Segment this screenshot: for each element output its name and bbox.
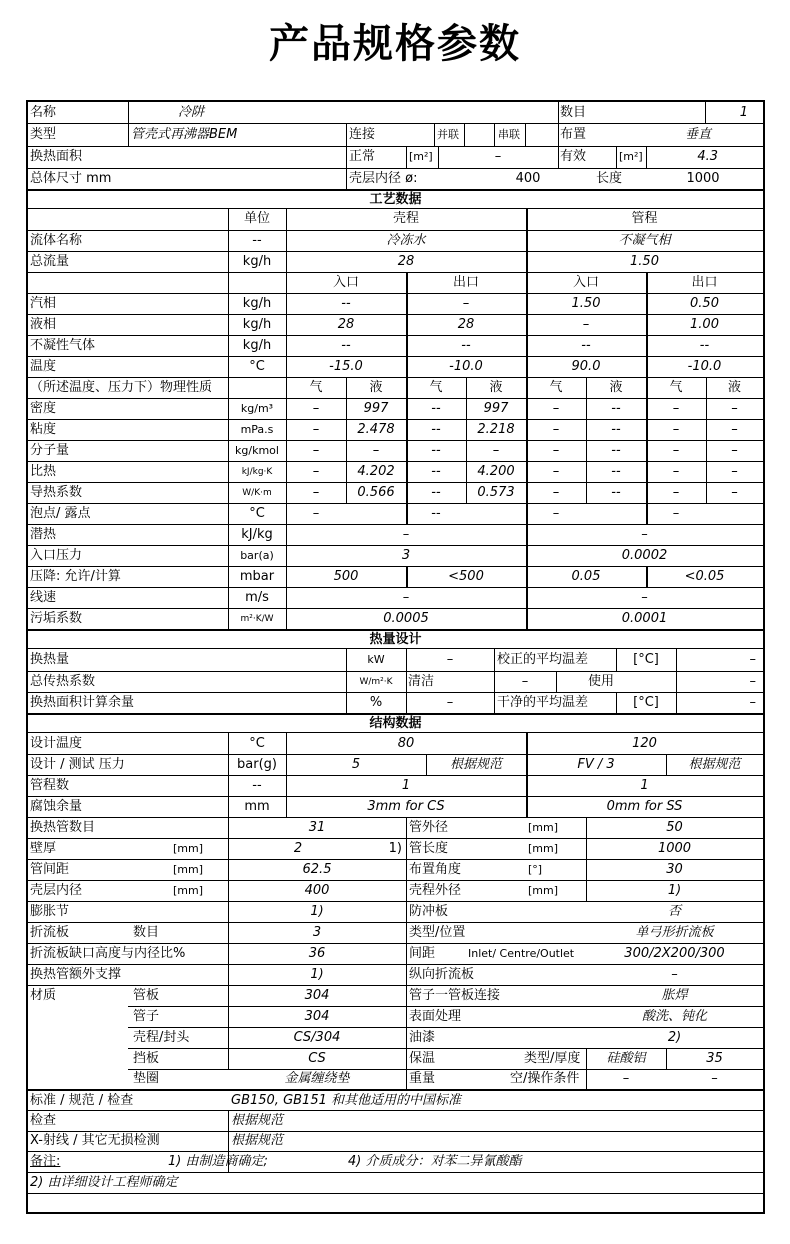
tube-od-value: 50	[666, 820, 683, 835]
viscosity-v: 2.218	[477, 422, 515, 437]
pressure-tube: 0.0002	[621, 548, 668, 563]
mw-v: –	[372, 443, 380, 458]
normal-label: 正常	[349, 149, 376, 164]
density-unit: kg/m³	[240, 402, 274, 415]
wall-unit: [mm]	[173, 842, 204, 855]
weight-sub: 空/操作条件	[510, 1071, 580, 1086]
latent-shell: –	[402, 527, 410, 542]
velocity-label: 线速	[30, 590, 57, 605]
flow-unit: kg/h	[242, 254, 272, 269]
vapor-tube-in: 1.50	[571, 296, 601, 311]
margin-unit: %	[369, 695, 383, 710]
design-temp-tube: 120	[632, 736, 657, 751]
process-section-title: 工艺数据	[369, 192, 422, 207]
props-label: （所述温度、压力下）物理性质	[30, 380, 213, 395]
shell-id-value: 400	[515, 171, 541, 186]
shell-mat-label: 壳程/封头	[133, 1030, 190, 1045]
mw-v: –	[552, 443, 560, 458]
mw-v: --	[431, 443, 441, 458]
mw-v: --	[611, 443, 621, 458]
insulation-type: 硅酸铝	[606, 1051, 646, 1066]
flow-shell: 28	[397, 254, 415, 269]
insulation-sub: 类型/厚度	[524, 1051, 581, 1066]
tube-length-unit: [mm]	[528, 842, 559, 855]
shell-outlet: 出口	[452, 275, 479, 290]
design-p-label: 设计 / 测试 压力	[30, 757, 125, 772]
baffle-mat-value: CS	[308, 1051, 326, 1066]
standard-label: 标准 / 规范 / 检查	[30, 1093, 134, 1108]
u-unit: W/m²·K	[359, 677, 393, 687]
pitch-unit: [mm]	[173, 863, 204, 876]
viscosity-v: –	[672, 422, 680, 437]
mw-v: –	[312, 443, 320, 458]
insulation-label: 保温	[409, 1051, 436, 1066]
temp-shell-in: -15.0	[329, 359, 363, 374]
density-v: –	[672, 401, 680, 416]
mtd-value: –	[749, 652, 756, 667]
gasket-label: 垫圈	[133, 1071, 160, 1086]
vapor-shell-in: --	[341, 296, 351, 311]
paint-label: 油漆	[409, 1030, 436, 1045]
used-label: 使用	[588, 674, 615, 689]
cp-unit: kJ/kg·K	[241, 467, 273, 477]
shell-id2-value: 400	[304, 883, 330, 898]
liquid-header: 液	[369, 380, 383, 395]
long-baffle-value: –	[671, 967, 678, 982]
angle-value: 30	[666, 862, 683, 877]
velocity-unit: m/s	[245, 590, 269, 605]
density-v: –	[312, 401, 320, 416]
viscosity-unit: mPa.s	[240, 423, 274, 436]
noncond-shell-out: --	[461, 338, 471, 353]
tube-mat-label: 管子	[133, 1009, 160, 1024]
inspect-label: 检查	[30, 1113, 57, 1128]
drop-v: 500	[333, 569, 359, 584]
bubble-label: 泡点/ 露点	[30, 506, 91, 521]
passes-label: 管程数	[30, 778, 70, 793]
mw-v: –	[672, 443, 680, 458]
fouling-label: 污垢系数	[30, 611, 83, 626]
used-value: –	[749, 674, 756, 689]
spacing-label: 间距	[409, 946, 436, 961]
cp-v: –	[312, 464, 320, 479]
layout-label: 布置	[560, 127, 587, 142]
vapor-label: 汽相	[30, 296, 57, 311]
density-label: 密度	[30, 401, 57, 416]
flow-tube: 1.50	[630, 254, 659, 269]
conductivity-v: 0.566	[357, 485, 395, 500]
shell-od-label: 壳程外径	[409, 883, 462, 898]
corrosion-shell: 3mm for CS	[367, 799, 445, 814]
cp-v: --	[611, 464, 621, 479]
tube-length-label: 管长度	[409, 841, 449, 856]
shell-inlet: 入口	[332, 275, 359, 290]
design-p-tube: FV / 3	[577, 757, 615, 772]
parallel-label: 并联	[437, 128, 459, 141]
pressure-label: 入口压力	[30, 548, 83, 563]
design-p-tube-test: 根据规范	[688, 757, 741, 772]
tube-count-value: 31	[308, 820, 326, 835]
flow-label: 总流量	[30, 254, 70, 269]
u-label: 总传热系数	[30, 674, 96, 689]
vapor-unit: kg/h	[242, 296, 272, 311]
corrosion-label: 腐蚀余量	[30, 799, 83, 814]
wall-value: 2	[293, 841, 303, 856]
cut-label: 折流板缺口高度与内径比%	[30, 946, 186, 961]
bubble-v: –	[312, 506, 320, 521]
clean-mtd-label: 干净的平均温差	[497, 695, 589, 710]
liquid-label: 液相	[30, 317, 57, 332]
design-p-shell-test: 根据规范	[449, 757, 502, 772]
design-temp-shell: 80	[397, 736, 415, 751]
fouling-unit: m²·K/W	[240, 614, 274, 624]
shell-header: 壳程	[392, 211, 419, 226]
impingement-label: 防冲板	[409, 904, 449, 919]
weight-operating: –	[711, 1071, 718, 1086]
latent-unit: kJ/kg	[241, 527, 273, 542]
cp-v: –	[672, 464, 680, 479]
thermal-section-title: 热量设计	[369, 632, 422, 647]
tube-outlet: 出口	[691, 275, 718, 290]
weight-empty: –	[622, 1071, 630, 1086]
name-value: 冷阱	[178, 105, 205, 120]
spacing-sub: Inlet/ Centre/Outlet	[468, 947, 575, 960]
baffle-type-label: 类型/位置	[409, 925, 466, 940]
margin-label: 换热面积计算余量	[30, 695, 135, 710]
clean-mtd-value: –	[749, 695, 756, 710]
bubble-v: --	[431, 506, 441, 521]
passes-shell: 1	[401, 778, 411, 793]
conductivity-v: --	[611, 485, 621, 500]
xray-value: 根据规范	[231, 1133, 284, 1148]
mw-unit: kg/kmol	[235, 444, 279, 457]
normal-value: –	[494, 149, 502, 164]
type-label: 类型	[30, 127, 57, 142]
gas-header: 气	[429, 380, 443, 395]
note-2: 2) 由详细设计工程师确定	[30, 1175, 178, 1190]
noncond-unit: kg/h	[242, 338, 272, 353]
xray-label: X-射线 / 其它无损检测	[30, 1133, 160, 1148]
drop-v: 0.05	[571, 569, 601, 584]
baffle-label: 折流板	[30, 925, 70, 940]
layout-value: 垂直	[684, 127, 711, 142]
viscosity-v: --	[431, 422, 441, 437]
corrosion-unit: mm	[244, 799, 270, 814]
tube-count-label: 换热管数目	[30, 820, 96, 835]
support-value: 1)	[310, 967, 324, 982]
note-4: 4) 介质成分：对苯二异氰酸酯	[348, 1154, 522, 1169]
shell-od-unit: [mm]	[528, 884, 559, 897]
conductivity-v: –	[312, 485, 320, 500]
angle-label: 布置角度	[409, 862, 462, 877]
standard-value: GB150, GB151 和其他适用的中国标准	[231, 1093, 462, 1108]
gasket-value: 金属缠绕垫	[284, 1071, 350, 1086]
notes-label: 备注:	[30, 1154, 61, 1169]
tube-mat-value: 304	[304, 1009, 330, 1024]
cp-v: –	[731, 464, 738, 479]
liquid-header: 液	[727, 380, 741, 395]
cp-v: 4.202	[357, 464, 395, 479]
cut-value: 36	[308, 946, 326, 961]
baffle-type: 单弓形折流板	[635, 925, 714, 940]
long-baffle-label: 纵向折流板	[409, 967, 475, 982]
shell-id2-unit: [mm]	[173, 884, 204, 897]
series-label: 串联	[498, 128, 520, 141]
wall-note: 1)	[388, 841, 402, 856]
pressure-shell: 3	[401, 548, 411, 563]
viscosity-v: –	[731, 422, 738, 437]
cp-v: 4.200	[477, 464, 515, 479]
pressure-unit: bar(a)	[240, 549, 274, 562]
liquid-header: 液	[489, 380, 503, 395]
density-v: –	[731, 401, 738, 416]
duty-unit: kW	[367, 653, 385, 666]
viscosity-v: 2.478	[357, 422, 395, 437]
surface-label: 表面处理	[409, 1009, 462, 1024]
temp-shell-out: -10.0	[449, 359, 483, 374]
tube-header: 管程	[631, 211, 658, 226]
fluid-name-shell: 冷冻水	[386, 233, 426, 248]
duty-label: 换热量	[30, 652, 70, 667]
type-value: 管壳式再沸器BEM	[131, 127, 238, 142]
cp-v: –	[552, 464, 560, 479]
gas-header: 气	[309, 380, 323, 395]
length-label: 长度	[596, 171, 623, 186]
drop-label: 压降: 允许/计算	[30, 569, 121, 584]
density-v: --	[431, 401, 441, 416]
velocity-tube: –	[641, 590, 648, 605]
bubble-v: –	[552, 506, 560, 521]
bubble-v: –	[672, 506, 680, 521]
vapor-tube-out: 0.50	[690, 296, 719, 311]
name-label: 名称	[30, 105, 57, 120]
latent-label: 潜热	[30, 527, 57, 542]
clean-value: –	[521, 674, 529, 689]
liquid-shell-out: 28	[457, 317, 475, 332]
connect-label: 连接	[349, 127, 376, 142]
conductivity-unit: W/K·m	[242, 488, 272, 498]
surface-value: 酸洗、钝化	[641, 1009, 707, 1024]
effective-label: 有效	[560, 149, 587, 164]
tube-length-value: 1000	[657, 841, 692, 856]
expansion-label: 膨胀节	[30, 904, 70, 919]
mtd-label: 校正的平均温差	[497, 652, 589, 667]
m2-unit-2: [m²]	[619, 150, 643, 163]
paint-value: 2)	[667, 1030, 682, 1045]
viscosity-v: --	[611, 422, 621, 437]
conductivity-v: –	[552, 485, 560, 500]
spacing-value: 300/2X200/300	[624, 946, 725, 961]
tube-inlet: 入口	[572, 275, 599, 290]
baffle-count: 3	[312, 925, 322, 940]
fluid-name-tube: 不凝气相	[618, 233, 671, 248]
drop-v: <500	[448, 569, 484, 584]
velocity-shell: –	[402, 590, 410, 605]
tube-od-label: 管外径	[409, 820, 449, 835]
inspect-value: 根据规范	[231, 1113, 284, 1128]
count-value: 1	[739, 105, 748, 120]
unit-header: 单位	[243, 211, 270, 226]
drop-v: <0.05	[684, 569, 725, 584]
tube-od-unit: [mm]	[528, 821, 559, 834]
noncond-tube-out: --	[699, 338, 710, 353]
angle-unit: [°]	[528, 863, 543, 876]
mw-v: –	[492, 443, 500, 458]
liquid-shell-in: 28	[337, 317, 355, 332]
viscosity-label: 粘度	[30, 422, 57, 437]
temp-unit: °C	[249, 359, 265, 374]
liquid-header: 液	[609, 380, 623, 395]
fouling-tube: 0.0001	[621, 611, 668, 626]
liquid-tube-in: –	[582, 317, 590, 332]
shell-mat-value: CS/304	[293, 1030, 341, 1045]
density-v: 997	[483, 401, 509, 416]
viscosity-v: –	[312, 422, 320, 437]
bubble-unit: °C	[249, 506, 265, 521]
margin-value: –	[446, 695, 454, 710]
m2-unit: [m²]	[409, 150, 433, 163]
shell-od-value: 1)	[667, 883, 682, 898]
design-p-unit: bar(g)	[237, 757, 277, 772]
noncond-shell-in: --	[341, 338, 351, 353]
clean-label: 清洁	[408, 674, 435, 689]
corrosion-tube: 0mm for SS	[606, 799, 683, 814]
insulation-thickness: 35	[706, 1051, 723, 1066]
wall-label: 壁厚	[30, 841, 57, 856]
gas-header: 气	[669, 380, 683, 395]
passes-unit: --	[252, 778, 262, 793]
conductivity-v: 0.573	[477, 485, 515, 500]
tubesheet-label: 管板	[133, 988, 160, 1003]
density-v: 997	[363, 401, 389, 416]
density-v: --	[611, 401, 621, 416]
expansion-value: 1)	[310, 904, 324, 919]
mw-v: –	[731, 443, 738, 458]
effective-value: 4.3	[697, 149, 718, 164]
viscosity-v: –	[552, 422, 560, 437]
vapor-shell-out: –	[462, 296, 470, 311]
spec-sheet	[26, 100, 765, 1214]
length-value: 1000	[686, 171, 720, 186]
duty-value: –	[446, 652, 454, 667]
note-1: 1) 由制造商确定;	[168, 1154, 268, 1169]
fluid-name-unit: --	[252, 233, 262, 248]
cp-label: 比热	[30, 464, 57, 479]
noncond-label: 不凝性气体	[30, 338, 96, 353]
design-temp-unit: °C	[249, 736, 265, 751]
material-label: 材质	[30, 988, 57, 1003]
conductivity-v: –	[731, 485, 738, 500]
gas-header: 气	[549, 380, 563, 395]
baffle-count-label: 数目	[133, 925, 160, 940]
tubesheet-value: 304	[304, 988, 330, 1003]
noncond-tube-in: --	[581, 338, 591, 353]
structure-section-title: 结构数据	[369, 716, 422, 731]
drop-unit: mbar	[239, 569, 275, 584]
temp-label: 温度	[30, 359, 57, 374]
temp-tube-in: 90.0	[571, 359, 601, 374]
liquid-unit: kg/h	[242, 317, 272, 332]
conductivity-v: --	[431, 485, 441, 500]
pitch-value: 62.5	[302, 862, 332, 877]
conductivity-v: –	[672, 485, 680, 500]
mtd-unit: [°C]	[633, 652, 659, 667]
joint-value: 胀焊	[661, 988, 688, 1003]
shell-id-label: 壳层内径 ø:	[349, 171, 418, 186]
fouling-shell: 0.0005	[383, 611, 429, 626]
baffle-mat-label: 挡板	[133, 1051, 160, 1066]
latent-tube: –	[641, 527, 648, 542]
pitch-label: 管间距	[30, 862, 70, 877]
density-v: –	[552, 401, 560, 416]
clean-mtd-unit: [°C]	[633, 695, 659, 710]
weight-label: 重量	[409, 1071, 436, 1086]
count-label: 数目	[560, 105, 587, 120]
area-label: 换热面积	[30, 149, 83, 164]
page-title: 产品规格参数	[269, 21, 521, 67]
size-label: 总体尺寸 mm	[30, 171, 112, 186]
design-p-shell: 5	[351, 757, 361, 772]
impingement-value: 否	[667, 904, 681, 919]
support-label: 换热管额外支撑	[30, 967, 122, 982]
temp-tube-out: -10.0	[687, 359, 722, 374]
joint-label: 管子一管板连接	[409, 988, 501, 1003]
conductivity-label: 导热系数	[30, 485, 83, 500]
mw-label: 分子量	[30, 443, 70, 458]
passes-tube: 1	[640, 778, 649, 793]
design-temp-label: 设计温度	[30, 736, 83, 751]
shell-id2-label: 壳层内径	[30, 883, 83, 898]
fluid-name-label: 流体名称	[30, 233, 83, 248]
liquid-tube-out: 1.00	[690, 317, 719, 332]
cp-v: --	[431, 464, 441, 479]
